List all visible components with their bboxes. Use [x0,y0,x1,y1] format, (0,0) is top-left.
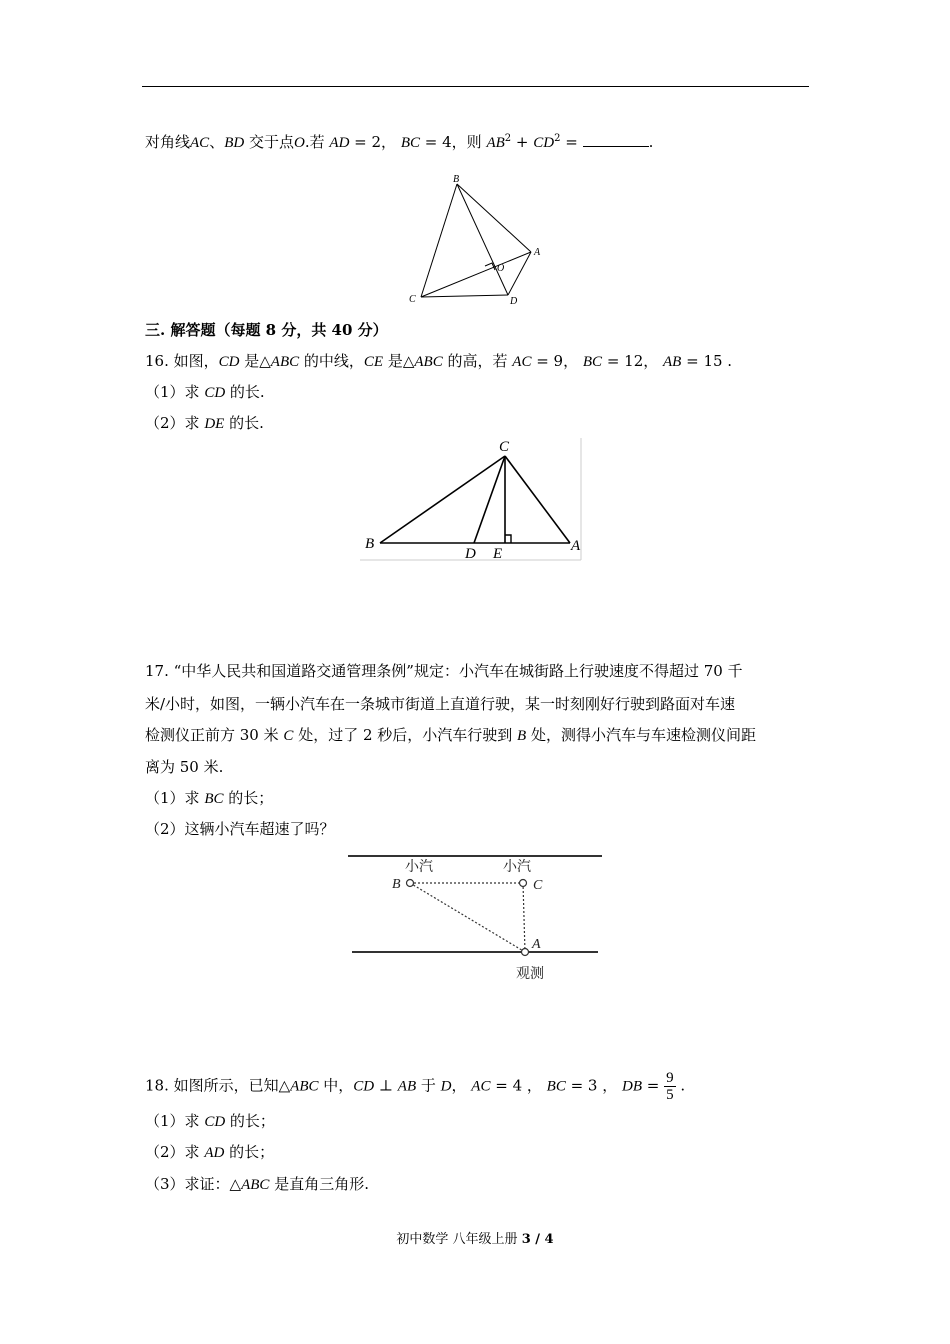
label-b: B [453,174,460,185]
q15-text: 对角线AC、BD 交于点O.若 AD = 2， BC = 4，则 $AB^2 + CD^2$ = . [145,133,654,151]
right-angle-mark [505,535,511,543]
q17-part1: （1）求 BC 的长； [145,789,274,807]
median-cd [474,456,505,543]
label-car2: 小汽 [503,860,531,875]
edge-ad [508,252,531,295]
page-footer: 初中数学 八年级上册 3 / 4 [396,1232,554,1247]
edge-cd [421,295,508,297]
q18-part2: （2）求 AD 的长； [145,1143,275,1161]
edge-ca [421,252,531,297]
q17-line2: 米/小时，如图，一辆小汽车在一条城市街道上直道行驶，某一时刻刚好行驶到路面对车速 [145,695,736,713]
dotted-ba [410,883,525,952]
label-d: D [465,546,476,562]
label-d: D [510,296,518,307]
q15-figure [400,170,560,310]
label-a: A [571,538,581,554]
label-o: O [497,263,505,274]
point-a [522,949,529,956]
point-c [520,880,527,887]
label-c: C [499,439,510,455]
label-b: B [392,877,401,892]
q18-part3: （3）求证：△ABC 是直角三角形. [145,1175,369,1193]
label-b: B [365,536,375,552]
edge-bc [421,184,457,297]
label-e: E [493,546,503,562]
q17-line4: 离为 50 米. [145,758,224,776]
q16-part2: （2）求 DE 的长. [145,414,264,432]
label-a: A [534,247,541,258]
q16-part1: （1）求 CD 的长. [145,383,265,401]
fraction-9-5: $\frac{9}{5}$ [666,1070,674,1103]
section-title: 三. 解答题（每题 8 分，共 40 分） [145,321,388,339]
answer-blank [583,134,649,147]
label-c: C [409,294,416,305]
segment-bc [380,456,505,543]
dotted-ca [523,883,525,952]
q17-line1: 17. “中华人民共和国道路交通管理条例”规定：小汽车在城街路上行驶速度不得超过 70 千 [145,662,743,680]
q17-part2: （2）这辆小汽车超速了吗？ [145,820,335,838]
edge-ba [457,184,531,252]
q18-part1: （1）求 CD 的长； [145,1112,275,1130]
edge-bd [457,184,508,295]
header-rule [142,86,809,87]
label-c: C [533,878,543,893]
label-car1: 小汽 [405,860,433,875]
q18-stem: 18. 如图所示，已知△ABC 中，CD ⊥ AB 于 D， AC = 4 ， BC = 3 ， DB = $\frac{9}{5}$ . [145,1070,686,1103]
q17-line3: 检测仪正前方 30 米 C 处，过了 2 秒后，小汽车行驶到 B 处，测得小汽车与车速检测仪间距 [145,726,756,744]
q16-figure [360,436,585,564]
q17-figure [345,850,605,988]
q16-stem: 16. 如图，CD 是△ABC 的中线，CE 是△ABC 的高，若 AC = 9， BC = 12， AB = 15 . [145,352,733,370]
label-a: A [532,937,541,952]
label-detector: 观测 [516,967,544,982]
point-b [407,880,414,887]
segment-ca [505,456,570,543]
